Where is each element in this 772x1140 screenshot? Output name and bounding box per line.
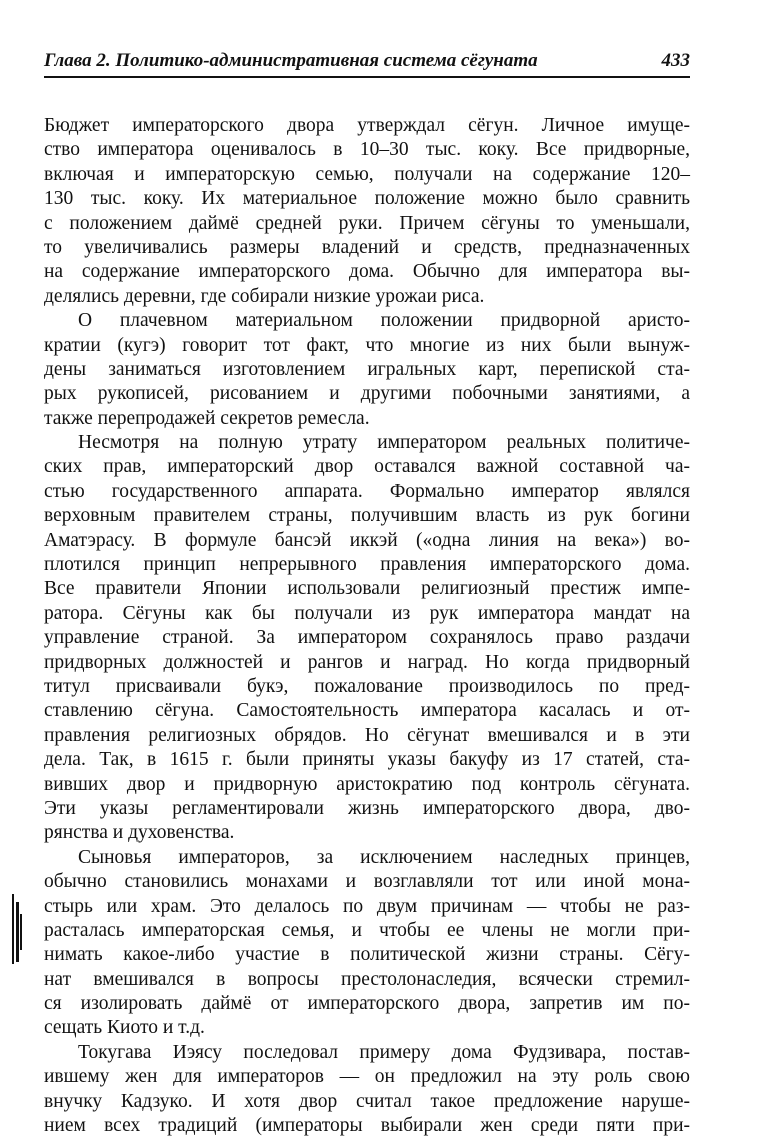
- paragraph-1: [44, 114, 690, 309]
- text-line: сещать Киото и т.д.: [44, 1017, 205, 1039]
- chapter-title: Глава 2. Политико-административная система сёгуната: [44, 50, 538, 71]
- text-line: 130 тыс. коку. Их материальное положение можно было сравнить: [44, 188, 690, 210]
- paragraph-5: [44, 1041, 690, 1139]
- text-line: включая и императорскую семью, получали на содержание 120–: [44, 163, 690, 185]
- text-line: рых рукописей, рисованием и другими побочными занятиями, а: [44, 383, 690, 405]
- text-line: внучку Кадзуко. И хотя двор считал такое предложение наруше-: [44, 1090, 690, 1112]
- text-line: ратора. Сёгуны как бы получали из рук императора мандат на: [44, 602, 690, 624]
- text-line: стырь или храм. Это делалось по двум причинам — чтобы не раз-: [44, 895, 690, 917]
- page-number: 433: [661, 50, 690, 71]
- text-line: Бюджет императорского двора утверждал сёгун. Личное имуще-: [44, 115, 690, 136]
- text-line: нием всех традиций (императоры выбирали жен среди пяти при-: [44, 1115, 690, 1137]
- text-line: верховным правителем страны, получившим власть из рук богини: [44, 505, 690, 527]
- text-line: титул присваивали букэ, пожалование производилось по пред-: [44, 675, 690, 697]
- paragraph-2: [44, 309, 690, 431]
- paragraph-4: [44, 846, 690, 1041]
- text-line: стью государственного аппарата. Формально император являлся: [44, 480, 690, 502]
- text-line: с положением даймё средней руки. Причем сёгуны то уменьшали,: [44, 212, 690, 234]
- text-line: придворных должностей и рангов и наград. Но когда придворный: [44, 651, 690, 673]
- text-line: ставлению сёгуна. Самостоятельность императора касалась и от-: [44, 700, 690, 722]
- text-line: также перепродажей секретов ремесла.: [44, 407, 370, 429]
- text-line: О плачевном материальном положении придворной аристо-: [78, 310, 690, 332]
- text-line: Эти указы регламентировали жизнь императорского двора, дво-: [44, 797, 690, 819]
- text-line: управление страной. За императором сохранялось право раздачи: [44, 627, 690, 649]
- text-line: на содержание императорского дома. Обычно для императора вы-: [44, 261, 690, 283]
- text-line: нимать какое-либо участие в политической жизни страны. Сёгу-: [44, 944, 690, 966]
- text-line: ство императора оценивалось в 10–30 тыс. коку. Все придворные,: [44, 139, 690, 161]
- text-line: Аматэрасу. В формуле бансэй иккэй («одна линия на века») во-: [44, 529, 690, 551]
- text-line: рянства и духовенства.: [44, 822, 235, 844]
- running-header: [44, 50, 690, 78]
- text-line: ившему жен для императоров — он предложил на эту роль свою: [44, 1066, 690, 1088]
- text-line: расталась императорская семья, и чтобы ее члены не могли при-: [44, 919, 690, 941]
- text-line: Все правители Японии использовали религиозный престиж импе-: [44, 578, 690, 600]
- text-line: делялись деревни, где собирали низкие урожаи риса.: [44, 285, 485, 307]
- paragraph-3: [44, 431, 690, 846]
- text-line: правления религиозных обрядов. Но сёгунат вмешивался и в эти: [44, 724, 690, 746]
- text-line: нат вмешивался в вопросы престолонаследия, всячески стремил-: [44, 968, 690, 990]
- body-text: [44, 114, 690, 1138]
- text-line: дела. Так, в 1615 г. были приняты указы бакуфу из 17 статей, ста-: [44, 749, 690, 771]
- text-line: плотился принцип непрерывного правления императорского дома.: [44, 554, 690, 576]
- text-line: вивших двор и придворную аристократию под контроль сёгуната.: [44, 773, 690, 795]
- margin-scan-mark: [10, 894, 24, 966]
- text-line: дены заниматься изготовлением игральных карт, перепиской ста-: [44, 358, 690, 380]
- text-line: ся изолировать даймё от императорского двора, запретив им по-: [44, 993, 690, 1015]
- text-line: кратии (кугэ) говорит тот факт, что многие из них были вынуж-: [44, 334, 690, 356]
- text-line: обычно становились монахами и возглавляли тот или иной мона-: [44, 871, 690, 893]
- text-line: то увеличивались размеры владений и средств, предназначенных: [44, 236, 690, 258]
- text-line: ских прав, императорский двор оставался важной составной ча-: [44, 456, 690, 478]
- text-line: Сыновья императоров, за исключением наследных принцев,: [78, 846, 690, 868]
- text-line: Токугава Иэясу последовал примеру дома Фудзивара, постав-: [78, 1041, 690, 1063]
- text-line: Несмотря на полную утрату императором реальных политиче-: [78, 432, 690, 454]
